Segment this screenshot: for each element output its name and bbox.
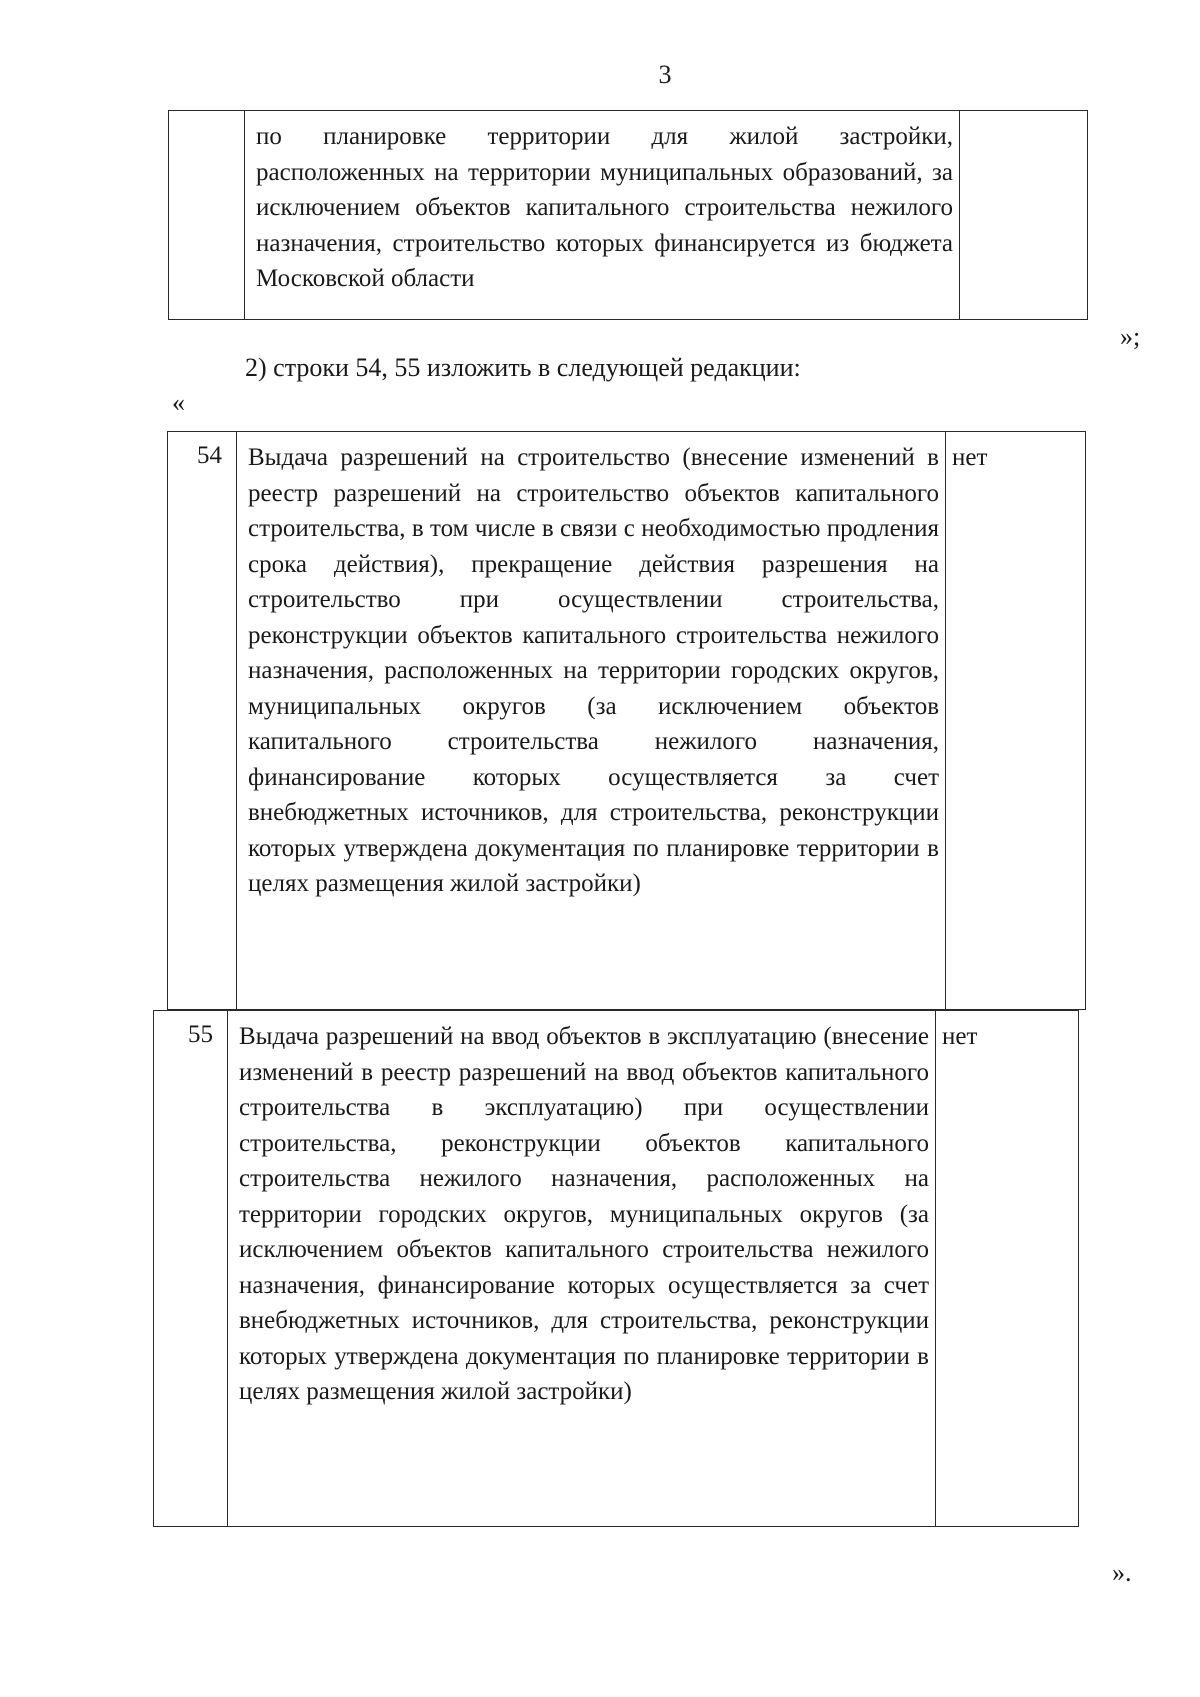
table-cell-text [228,1011,936,1527]
table-cell-value [936,1011,1079,1527]
table-row [169,111,1088,320]
table-cell-number [169,111,245,320]
row-number: 54 [197,442,222,469]
row-value: нет [942,1023,978,1050]
table-cell-value [946,432,1086,1010]
table-continuation [168,110,1088,320]
amendment-intro: 2) строки 54, 55 изложить в следующей редакции: [245,353,801,382]
table-row [154,1011,1079,1527]
table-cell-text [245,111,960,320]
table-cell-number [168,432,237,1010]
row-text: Выдача разрешений на строительство (внесение изменений в реестр разрешений на строительство объектов капитального строительства, в том числе в связи с необходимостью продления срока действия), прекращение действия разрешения на строительство при осуществлении строительства, реконструкции объектов капитального строительства нежилого назначения, расположенных на территории городских округов, муниципальных округов (за исключением объектов капитального строительства нежилого назначения, финансирование которых осуществляется за счет внебюджетных источников, для строительства, реконструкции которых утверждена документация по планировке территории в целях размещения жилой застройки) [248,444,939,897]
continuation-text: по планировке территории для жилой застройки, расположенных на территории муниципальных образований, за исключением объектов капитального строительства нежилого назначения, строительство которых финансируется из бюджета Московской области [256,123,953,292]
table-cell-number [154,1011,228,1527]
table-row-55 [153,1010,1079,1527]
row-number: 55 [188,1021,213,1048]
page-number: 3 [658,60,672,89]
table-cell-text [237,432,946,1010]
row-text: Выдача разрешений на ввод объектов в эксплуатацию (внесение изменений в реестр разрешений на ввод объектов капитального строительства в эксплуатацию) при осуществлении строительства, реконструкции объектов капитального строительства нежилого назначения, расположенных на территории городских округов, муниципальных округов (за исключением объектов капитального строительства нежилого назначения, финансирование которых осуществляется за счет внебюджетных источников, для строительства, реконструкции которых утверждена документация по планировке территории в целях размещения жилой застройки) [239,1023,929,1405]
row-value: нет [952,444,988,471]
table-row-54 [167,431,1086,1010]
opening-quote: « [172,388,185,417]
closing-quote: »; [1120,322,1141,351]
closing-quote: ». [1112,1558,1132,1587]
table-row [168,432,1086,1010]
table-cell-value [960,111,1088,320]
